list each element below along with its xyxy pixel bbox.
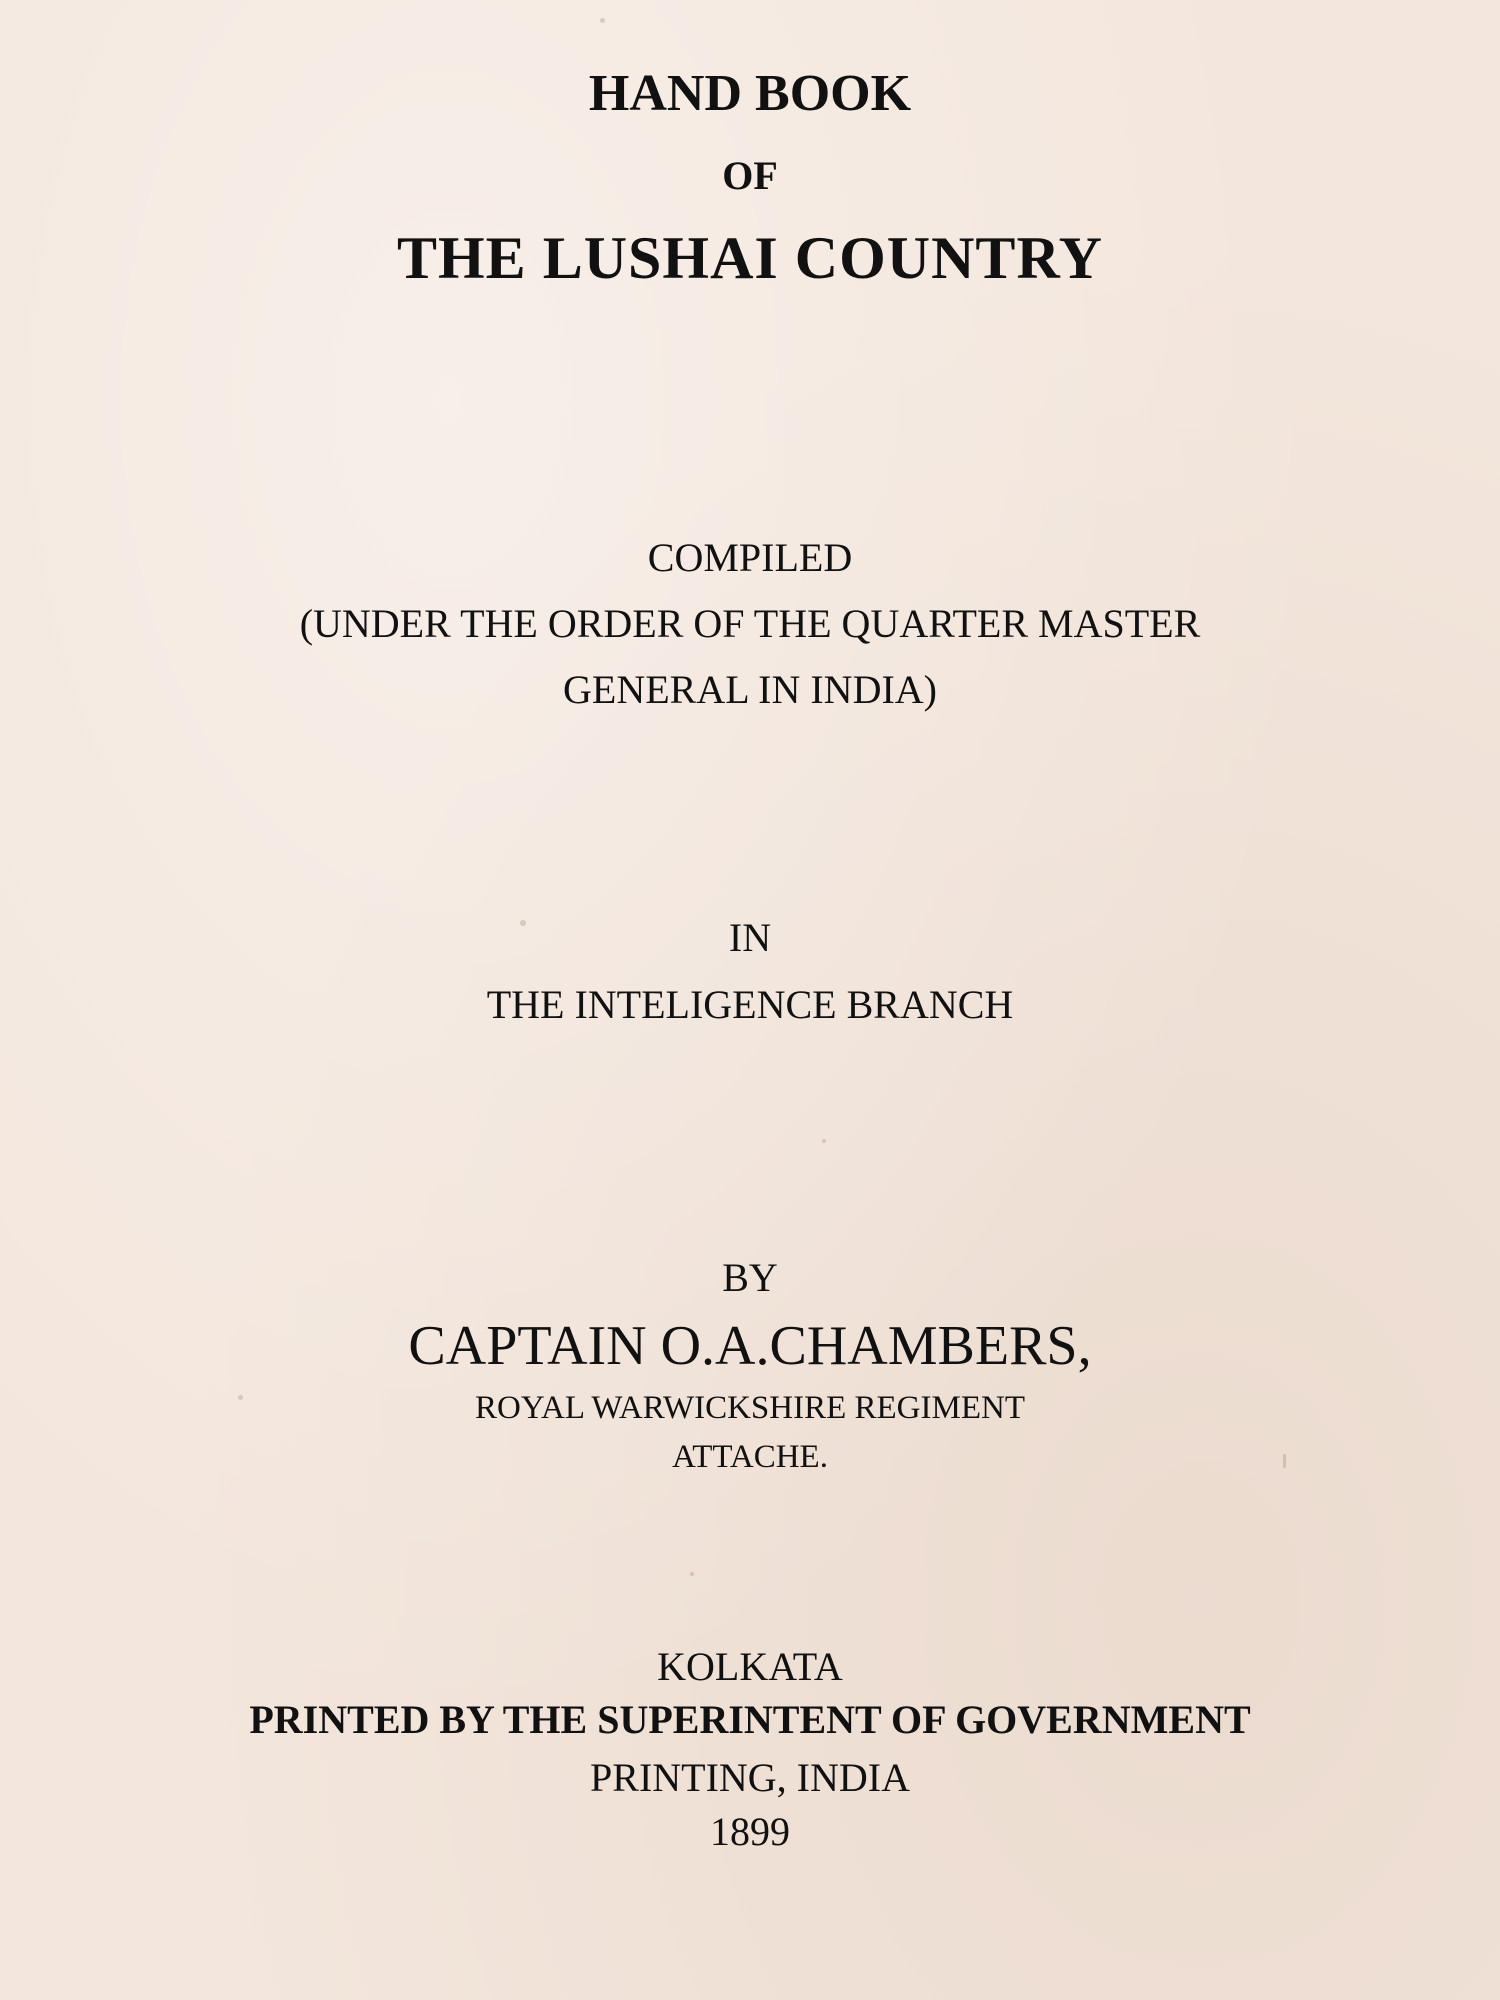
- book-title-main: THE LUSHAI COUNTRY: [396, 225, 1103, 291]
- by-label: BY: [722, 1255, 778, 1300]
- author-role: ATTACHE.: [672, 1439, 828, 1475]
- compiled-order-line-1: (UNDER THE ORDER OF THE QUARTER MASTER: [299, 601, 1201, 646]
- imprint-year: 1899: [710, 1809, 790, 1854]
- paper-speck: [520, 920, 526, 926]
- author-name: CAPTAIN O.A.CHAMBERS,: [408, 1315, 1092, 1377]
- author-regiment: ROYAL WARWICKSHIRE REGIMENT: [475, 1390, 1025, 1426]
- compiled-label: COMPILED: [647, 535, 853, 580]
- branch-preposition: IN: [728, 915, 772, 960]
- branch-name: THE INTELIGENCE BRANCH: [486, 982, 1014, 1027]
- imprint-city: KOLKATA: [657, 1644, 843, 1689]
- paper-speck: [690, 1572, 694, 1576]
- imprint-printer-line-1: PRINTED BY THE SUPERINTENT OF GOVERNMENT: [249, 1697, 1251, 1742]
- book-title-line-2: OF: [722, 153, 778, 198]
- compiled-order-line-2: GENERAL IN INDIA): [563, 667, 937, 712]
- paper-speck: [822, 1139, 826, 1143]
- imprint-printer-line-2: PRINTING, INDIA: [590, 1755, 910, 1800]
- paper-speck: [238, 1395, 243, 1400]
- paper-speck: [1283, 1454, 1286, 1468]
- book-title-line-1: HAND BOOK: [588, 65, 912, 122]
- paper-speck: [600, 18, 605, 23]
